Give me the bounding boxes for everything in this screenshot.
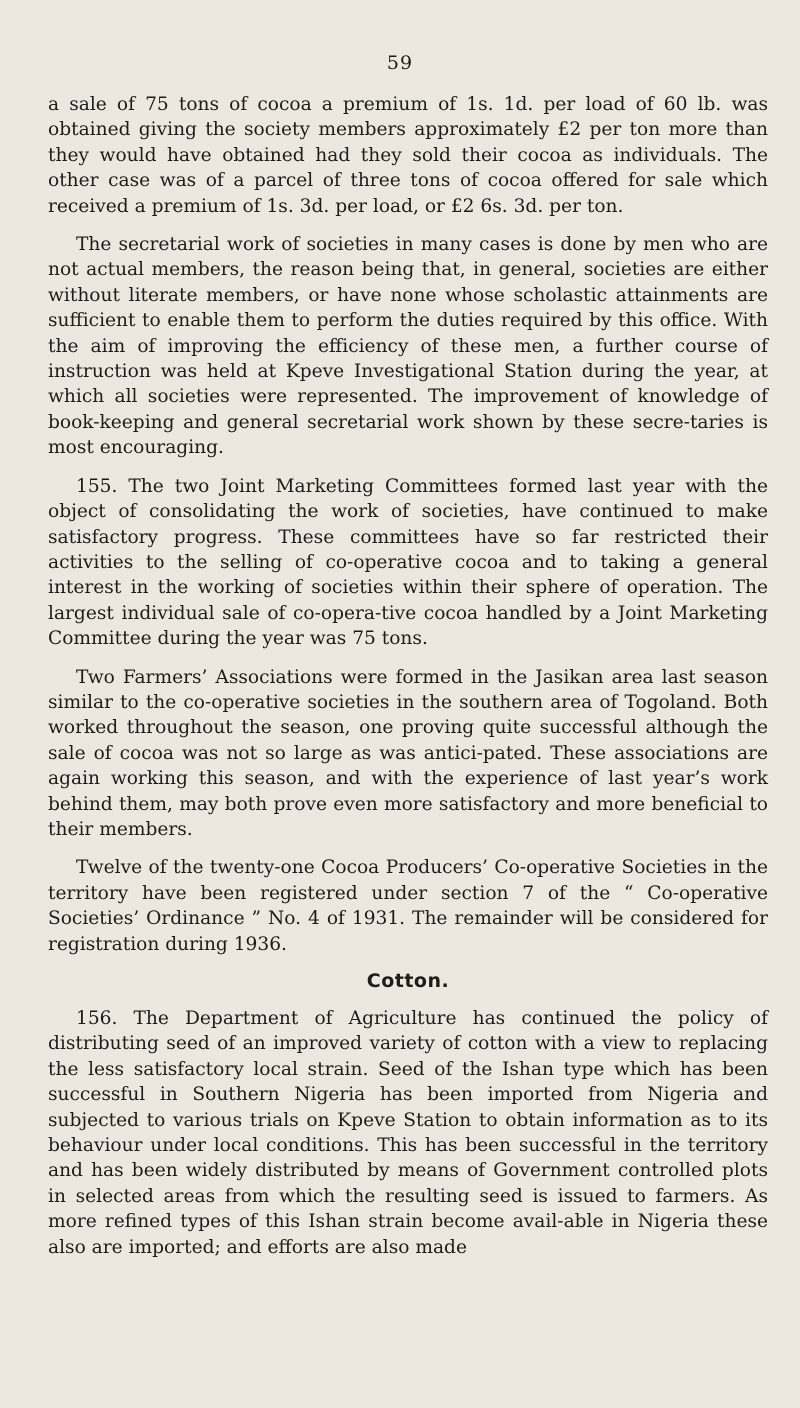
paragraph-cotton-seed: 156. The Department of Agriculture has continued the policy of distributing seed of an improved variety of cotton with a view to replacing the less satisfactory local strain. Seed of the Ishan type which has been successful in Southern Nigeria has been imported from Nigeria and subjected to various trials on Kpeve Station to obtain information as to its behaviour under local conditions. This has been successful in the territory and has been widely distributed by means of Government controlled plots in selected areas from which the resulting seed is issued to farmers. As more refined types of this Ishan strain become avail-able in Nigeria these also are imported; and efforts are also made — [48, 1008, 768, 1258]
paragraph-joint-marketing-committees: 155. The two Joint Marketing Committees formed last year with the object of consolidating the work of societies, have continued to make satisfactory progress. These committees have so far restricted their activities to the selling of co-operative cocoa and to taking a general interest in the working of societies within their sphere of operation. The largest individual sale of co-opera-tive cocoa handled by a Joint Marketing Committee during the year was 75 tons. — [48, 475, 768, 650]
paragraph-farmers-associations: Two Farmers’ Associations were formed in the Jasikan area last season similar to the co-operative societies in the southern area of Togoland. Both worked throughout the season, one proving quite successful although the sale of cocoa was not so large as was antici-pated. These associations are again working this season, and with the experience of last year’s work behind them, may both prove even more satisfactory and more beneficial to their members. — [48, 666, 768, 840]
section-heading-cotton: Cotton. — [366, 970, 450, 992]
paragraph-registration: Twelve of the twenty-one Cocoa Producers’ Co-operative Societies in the territory have been registered under section 7 of the “ Co-operative Societies’ Ordinance ” No. 4 of 1931. The remainder will be considered for registration during 1936. — [48, 857, 768, 955]
page-number: 59 — [386, 52, 414, 74]
paragraph-secretarial-work: The secretarial work of societies in many cases is done by men who are not actual members, the reason being that, in general, societies are either without literate members, or have none whose scholastic attainments are sufficient to enable them to perform the duties required by this office. With the aim of improving the efficiency of these men, a further course of instruction was held at Kpeve Investigational Station during the year, at which all societies were represented. The improvement of knowledge of book-keeping and general secretarial work shown by these secre-taries is most encouraging. — [48, 234, 768, 459]
body-text — [48, 92, 768, 1260]
paragraph-cocoa-premium: a sale of 75 tons of cocoa a premium of 1s. 1d. per load of 60 lb. was obtained giving the society members approximately £2 per ton more than they would have obtained had they sold their cocoa as individuals. The other case was of a parcel of three tons of cocoa offered for sale which received a premium of 1s. 3d. per load, or £2 6s. 3d. per ton. — [48, 94, 768, 217]
